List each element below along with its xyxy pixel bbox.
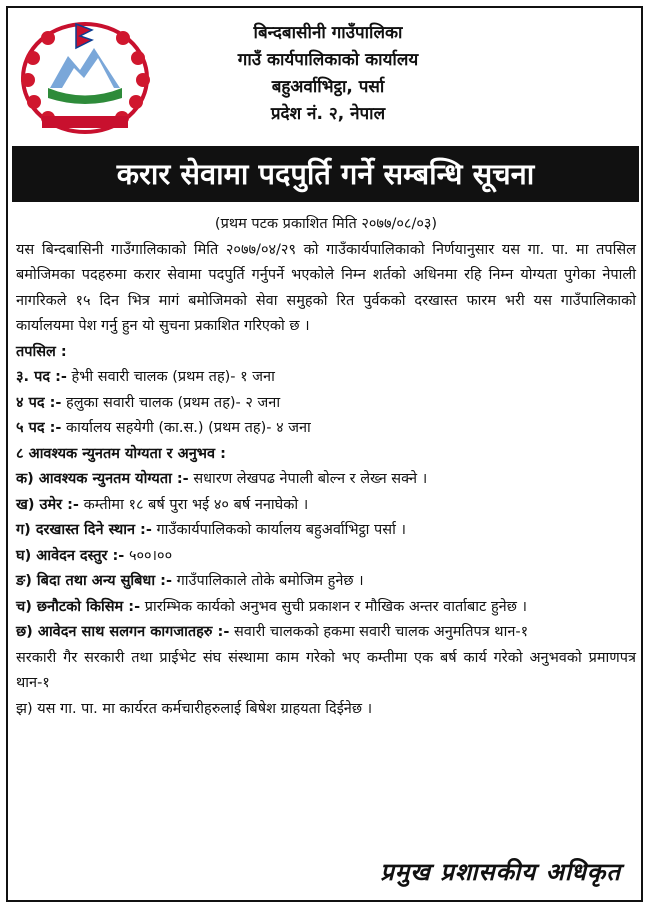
post-row: ५ पद :- कार्यालय सहयेगी (का.स.) (प्रथम तह)- ४ जना (16, 420, 311, 436)
notice-frame (6, 6, 643, 902)
province: प्रदेश नं. २, नेपाल (270, 104, 386, 124)
published-date: (प्रथम पटक प्रकाशित मिति २०७७/०८/०३) (214, 216, 438, 232)
requirement-row: च) छनौटको किसिम :- प्रारम्भिक कार्यको अनुभव सुची प्रकाशन र मौखिक अन्तर वार्ताबाट हुनेछ । (16, 598, 527, 615)
intro-paragraph: यस बिन्दबासिनी गाउँगालिकाको मिति २०७७/०४/२९ को गाउँकार्यपालिकाको निर्णयानुसार यस गा. पा. मा तपसिल बमोजिमका पदहरुमा करार सेवामा पदपुर्ति गर्नुपर्ने भएकोले निम्न शर्तको अधिनमा रहि निम्न योग्यता पुगेका नेपाली नागरिकले १५ दिन भित्र मागं बमोजिमको सेवा समुहको रित पुर्वकको दरखास्त फारम भरी यस गाउँपालिकाको कार्यालयमा पेश गर्नु हुन यो सुचना प्रकाशित गरिएको छ । (16, 241, 636, 334)
nepal-emblem-icon (18, 18, 153, 136)
requirement-row: ङ) बिदा तथा अन्य सुबिधा :- गाउँपालिकाले तोके बमोजिम हुनेछ । (16, 573, 364, 589)
office-name: गाउँ कार्यपालिकाको कार्यालय (237, 50, 419, 70)
requirement-row: छ) आवेदन साथ सलगन कागजातहरु :- सवारी चालकको हकमा सवारी चालक अनुमतिपत्र थान-१ (16, 624, 529, 640)
office-location: बहुअर्वाभिट्ठा, पर्सा (271, 77, 385, 97)
requirements-heading: ८ आवश्यक न्युनतम योग्यता र अनुभव : (16, 445, 226, 462)
experience-note: सरकारी गैर सरकारी तथा प्राईभेट संघ संस्थामा काम गरेको भए कम्तीमा एक बर्ष कार्य गरेको अनुभवको प्रमाणपत्र थान-१ (16, 649, 636, 691)
notice-title-banner: करार सेवामा पदपुर्ति गर्ने सम्बन्धि सूचना (12, 146, 639, 202)
priority-note: झ) यस गा. पा. मा कार्यरत कर्मचारीहरुलाई बिषेश ग्राहयता दिईनेछ । (16, 700, 373, 717)
office-title-block (188, 20, 468, 128)
requirement-row: ग) दरखास्त दिने स्थान :- गाउँकार्यपालिकको कार्यालय बहुअर्वाभिट्ठा पर्सा । (16, 522, 406, 538)
requirement-row: क) आवश्यक न्युनतम योग्यता :- सधारण लेखपढ नेपाली बोल्न र लेख्न सक्ने । (16, 471, 428, 487)
header (8, 8, 641, 144)
notice-body (16, 212, 636, 722)
municipality-name: बिन्दबासीनी गाउँपालिका (253, 23, 403, 43)
signature-title: प्रमुख प्रशासकीय अधिकृत (380, 858, 621, 886)
requirement-row: ख) उमेर :- कम्तीमा १८ बर्ष पुरा भई ४० बर्ष ननाघेको । (16, 496, 309, 513)
tapsil-heading: तपसिल : (16, 343, 67, 360)
post-row: ४ पद :- हलुका सवारी चालक (प्रथम तह)- २ जना (16, 394, 281, 411)
post-row: ३. पद :- हेभी सवारी चालक (प्रथम तह)- १ जना (16, 369, 275, 385)
requirement-row: घ) आवेदन दस्तुर :- ५००।०० (16, 547, 173, 564)
